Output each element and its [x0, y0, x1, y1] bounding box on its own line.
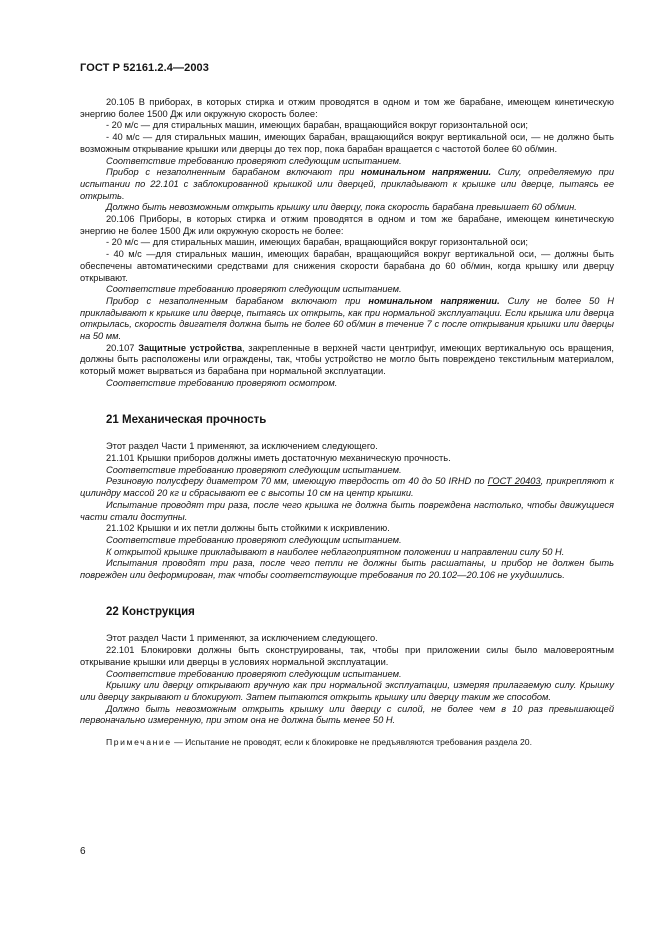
- compliance-text: Соответствие требованию проверяют следующим испытанием.: [106, 668, 402, 679]
- paragraph-20-105: 20.105 В приборах, в которых стирка и отжим проводятся в одном и том же барабане, имеющем кинетическую энергию более 1500 Дж или окружную скорость более:: [80, 97, 614, 119]
- list-item: - 40 м/с — для стиральных машин, имеющих барабан, вращающийся вокруг вертикальной оси, — не должно быть возможным открывание крышки или дверцы до тех пор, пока барабан вращается с частотой более 60 об/мин.: [80, 132, 614, 154]
- compliance-text: Соответствие требованию проверяют следующим испытанием.: [106, 534, 402, 545]
- test-procedure: Крышку или дверцу открывают вручную как при нормальной эксплуатации, измеряя прилагаемую силу. Крышку или дверцу закрывают и блокируют. Затем пытаются открыть крышку или дверцу таким же способом.: [80, 680, 614, 702]
- page-number: 6: [80, 846, 86, 857]
- term-rated-voltage: номинальном напряжении.: [368, 295, 500, 306]
- document-body: [80, 97, 614, 749]
- document-header: ГОСТ Р 52161.2.4—2003: [80, 62, 209, 74]
- list-item: - 20 м/с — для стиральных машин, имеющих барабан, вращающийся вокруг горизонтальной оси;: [106, 237, 529, 248]
- paragraph-22-101: 22.101 Блокировки должны быть сконструированы, так, чтобы при приложении силы было маловероятным открывание крышки или дверцы в условиях нормальной эксплуатации.: [80, 645, 614, 667]
- paragraph-21-102: 21.102 Крышки и их петли должны быть стойкими к искривлению.: [106, 523, 390, 534]
- term-protective-devices: Защитные устройства: [138, 342, 242, 353]
- paragraph-20-106: 20.106 Приборы, в которых стирка и отжим проводятся в одном и том же барабане, имеющем кинетическую энергию не более 1500 Дж или окружную скорость не более:: [80, 214, 614, 236]
- test-procedure: К открытой крышке прикладывают в наиболее неблагоприятном положении и направлении силу 50 Н.: [106, 546, 565, 557]
- standard-link: ГОСТ 20403: [487, 476, 541, 487]
- test-result: Испытания проводят три раза, после чего петли не должны быть расшатаны, и прибор не должен быть поврежден или деформирован, так чтобы соответствующие требования по 20.102—20.106 не ухудшились.: [80, 558, 614, 581]
- compliance-text: Соответствие требованию проверяют следующим испытанием.: [106, 464, 402, 475]
- test-procedure: Прибор с незаполненным барабаном включают при номинальном напряжении. Силу, определяемую при испытании по 22.101 с заблокированной крышкой или дверцей, прикладывают к крышке или дверце, пытаясь ее открыть.: [80, 167, 614, 201]
- test-result: Испытание проводят три раза, после чего крышка не должна быть повреждена настолько, чтобы движущиеся части стали доступны.: [80, 499, 614, 522]
- section-intro: Этот раздел Части 1 применяют, за исключением следующего.: [106, 633, 378, 644]
- section-21-title: 21 Механическая прочность: [106, 413, 267, 426]
- test-procedure: Резиновую полусферу диаметром 70 мм, имеющую твердость от 40 до 50 IRHD по ГОСТ 20403, прикрепляют к цилиндру массой 20 кг и сбрасывают ее с высоты 10 см на центр крышки.: [80, 476, 615, 499]
- section-22-title: 22 Конструкция: [106, 605, 195, 618]
- test-procedure: Прибор с незаполненным барабаном включают при номинальном напряжении. Силу не более 50 Н прикладывают к крышке или дверце, пытаясь их открыть, как при нормальной эксплуатации. Если крышка или дверца открылась, скорость двигателя должна быть не более 60 об/мин в течение 7 с после открывания крышки или дверцы на 50 мм.: [80, 295, 614, 342]
- note: [80, 737, 614, 749]
- compliance-text: Соответствие требованию проверяют осмотром.: [106, 377, 338, 388]
- paragraph-21-101: 21.101 Крышки приборов должны иметь достаточную механическую прочность.: [106, 452, 451, 463]
- paragraph-20-107: 20.107 Защитные устройства, закрепленные в верхней части центрифуг, имеющих вертикальную ось вращения, должны быть расположены или ограждены, так, чтобы устройство не могло быть повреждено текстильным материалом, который может вырваться из барабана при нормальной эксплуатации.: [80, 342, 614, 377]
- note-label: Примечание: [106, 737, 172, 748]
- section-intro: Этот раздел Части 1 применяют, за исключением следующего.: [106, 441, 378, 452]
- test-result: Должно быть невозможным открыть крышку или дверцу с силой, не более чем в 10 раз превышающей первоначально измеренную, при этом она не должна быть менее 50 Н.: [80, 703, 614, 726]
- list-item: - 40 м/с —для стиральных машин, имеющих барабан, вращающийся вокруг вертикальной оси, — должны быть обеспечены автоматическими средствами для снижения скорости барабана до 60 об/мин, когда крышку или дверцу открывают.: [80, 249, 614, 283]
- term-rated-voltage: номинальном напряжении.: [361, 167, 492, 178]
- list-item: - 20 м/с — для стиральных машин, имеющих барабан, вращающийся вокруг горизонтальной оси;: [106, 120, 529, 131]
- compliance-text: Соответствие требованию проверяют следующим испытанием.: [106, 155, 402, 166]
- note-text: — Испытание не проводят, если к блокировке не предъявляются требования раздела 20.: [171, 737, 532, 748]
- test-result: Должно быть невозможным открыть крышку или дверцу, пока скорость барабана превышает 60 об/мин.: [106, 202, 577, 213]
- compliance-text: Соответствие требованию проверяют следующим испытанием.: [106, 284, 402, 295]
